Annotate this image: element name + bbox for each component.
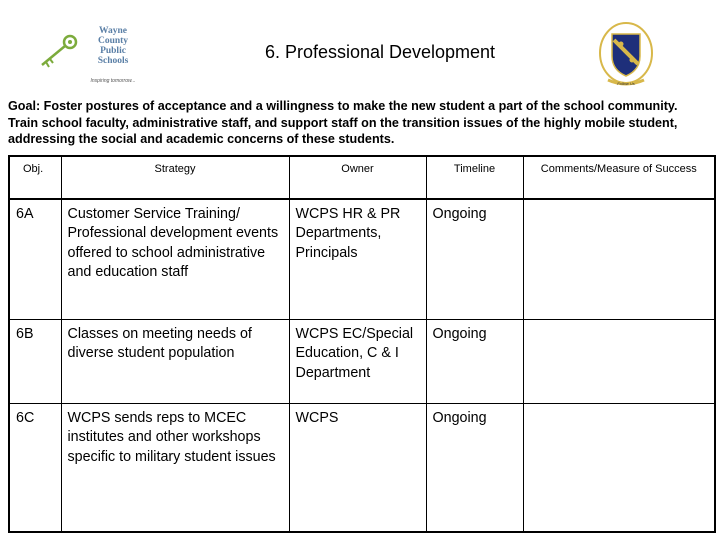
column-header-owner: Owner — [289, 156, 426, 199]
district-logo — [36, 22, 146, 92]
strategy-cell: Customer Service Training/ Professional development events offered to school administrative and education staff — [61, 199, 289, 320]
column-header-strategy: Strategy — [61, 156, 289, 199]
owner-cell: WCPS EC/Special Education, C & I Department — [289, 320, 426, 404]
table-row — [9, 404, 715, 533]
comments-cell — [523, 404, 715, 533]
goal-statement: Goal: Foster postures of acceptance and a willingness to make the new student a part of the school community. Train school faculty, administrative staff, and support staff on the transition issues of the highly mobile student, addressing the social and academic concerns of these students. — [8, 99, 678, 146]
svg-text:Follow Us: Follow Us — [617, 81, 635, 86]
table-header-row — [9, 156, 715, 199]
school-crest-icon — [596, 20, 656, 90]
comments-cell — [523, 199, 715, 320]
timeline-cell: Ongoing — [426, 199, 523, 320]
owner-cell: WCPS HR & PR Departments, Principals — [289, 199, 426, 320]
table-row — [9, 320, 715, 404]
column-header-timeline: Timeline — [426, 156, 523, 199]
obj-cell: 6B — [9, 320, 61, 404]
logo-wordmark: Wayne County Public Schools — [97, 26, 129, 66]
logo-tagline: Inspiring tomorrow... — [90, 78, 136, 84]
key-icon — [36, 32, 81, 72]
table-row — [9, 199, 715, 320]
column-header-comments: Comments/Measure of Success — [523, 156, 715, 199]
comments-cell — [523, 320, 715, 404]
obj-cell: 6C — [9, 404, 61, 533]
strategy-cell: WCPS sends reps to MCEC institutes and other workshops specific to military student issues — [61, 404, 289, 533]
timeline-cell: Ongoing — [426, 320, 523, 404]
obj-cell: 6A — [9, 199, 61, 320]
owner-cell: WCPS — [289, 404, 426, 533]
strategy-cell: Classes on meeting needs of diverse student population — [61, 320, 289, 404]
column-header-obj: Obj. — [9, 156, 61, 199]
strategy-table — [8, 155, 716, 533]
timeline-cell: Ongoing — [426, 404, 523, 533]
page-title: 6. Professional Development — [264, 42, 496, 62]
